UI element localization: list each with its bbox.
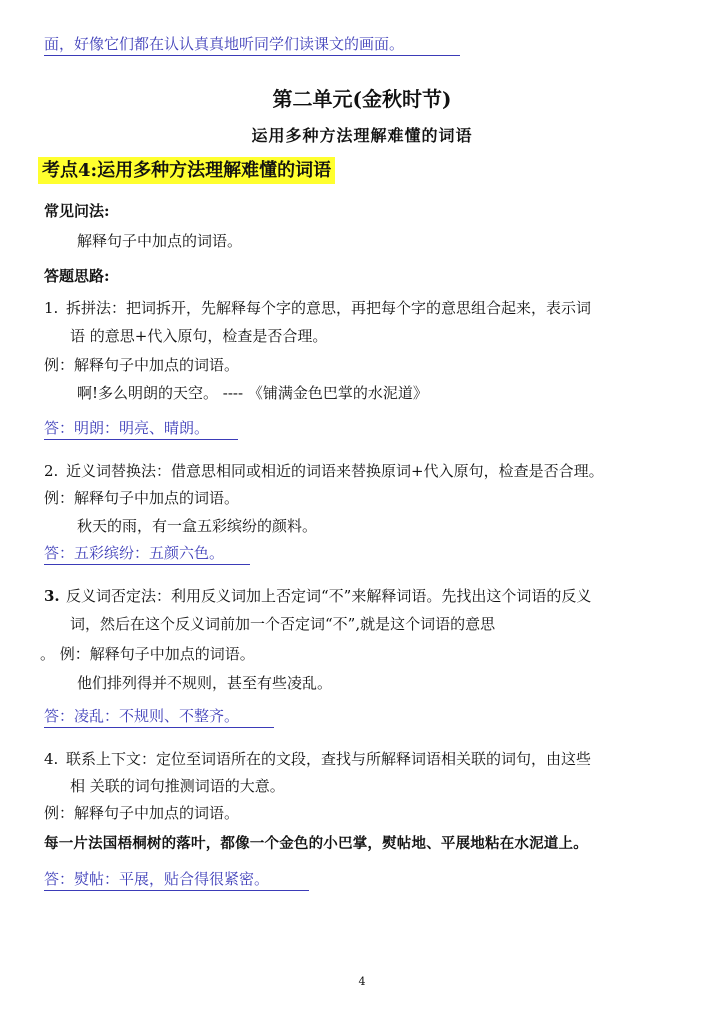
method-3-line-1: [44, 586, 591, 606]
method-1-answer-block: [44, 418, 238, 440]
method-4-answer-block: [44, 869, 309, 891]
method-4-text: 联系上下文：定位至词语所在的文段，查找与所解释词语相关联的词句，由这些: [66, 750, 592, 768]
method-4-line-1: [44, 749, 591, 769]
sub-title: 运用多种方法理解难懂的词语: [251, 126, 473, 145]
method-3-example-sentence: 他们排列得并不规则，甚至有些凌乱。: [77, 674, 333, 692]
method-3-answer: 答：凌乱：不规则、不整齐。: [44, 707, 240, 725]
method-3-answer-underline: [44, 727, 274, 728]
approach-heading: 答题思路:: [44, 267, 110, 285]
method-1-text: 拆拼法：把词拆开，先解释每个字的意思，再把每个字的意思组合起来，表示词: [66, 299, 592, 317]
method-3-number: 3.: [44, 587, 60, 605]
method-1-answer-underline: [44, 439, 238, 440]
common-question-heading: 常见问法:: [44, 202, 110, 220]
method-3-text: 反义词否定法：利用反义词加上否定词“不”来解释词语。先找出这个词语的反义: [66, 587, 592, 605]
method-4-number: 4.: [44, 750, 59, 768]
continuation-text-content: 面，好像它们都在认认真真地听同学们读课文的画面。: [44, 35, 405, 53]
method-2-line-1: [44, 461, 604, 481]
method-2-example-label: 例：解释句子中加点的词语。: [44, 489, 240, 507]
method-1-line-1: [44, 298, 591, 318]
method-4-example-sentence: 每一片法国梧桐树的落叶，都像一个金色的小巴掌，熨帖地、平展地粘在水泥道上。: [44, 835, 588, 852]
method-4-line-2: 相 关联的词句推测词语的大意。: [70, 777, 285, 795]
method-1-line-2: 语 的意思+代入原句，检查是否合理。: [70, 327, 328, 345]
method-3-line-2: 词，然后在这个反义词前加一个否定词“不”,就是这个词语的意思: [70, 615, 496, 633]
method-2-answer: 答：五彩缤纷：五颜六色。: [44, 544, 225, 562]
method-1-number: 1.: [44, 299, 59, 317]
continuation-underline: [44, 55, 460, 56]
method-2-example-sentence: 秋天的雨，有一盒五彩缤纷的颜料。: [77, 517, 318, 535]
continuation-text: [44, 34, 404, 54]
method-3-line-3: 。 例：解释句子中加点的词语。: [40, 645, 255, 663]
method-2-number: 2.: [44, 462, 59, 480]
method-1-example-label: 例：解释句子中加点的词语。: [44, 356, 240, 374]
method-2-text: 近义词替换法：借意思相同或相近的词语来替换原词+代入原句，检查是否合理。: [66, 462, 604, 480]
method-3-answer-block: [44, 706, 274, 728]
method-1-answer: 答：明朗：明亮、晴朗。: [44, 419, 210, 437]
method-4-answer-underline: [44, 890, 309, 891]
method-4-example-label: 例：解释句子中加点的词语。: [44, 804, 240, 822]
page-number: 4: [358, 975, 366, 988]
method-1-example-sentence: 啊!多么明朗的天空。 ---- 《铺满金色巴掌的水泥道》: [77, 384, 428, 402]
method-4-answer: 答：熨帖：平展，贴合得很紧密。: [44, 870, 270, 888]
unit-title: 第二单元(金秋时节): [272, 87, 452, 111]
common-question-text: 解释句子中加点的词语。: [77, 232, 243, 250]
method-2-answer-underline: [44, 564, 250, 565]
exam-point-heading: 考点4:运用多种方法理解难懂的词语: [38, 157, 335, 184]
method-2-answer-block: [44, 543, 250, 565]
